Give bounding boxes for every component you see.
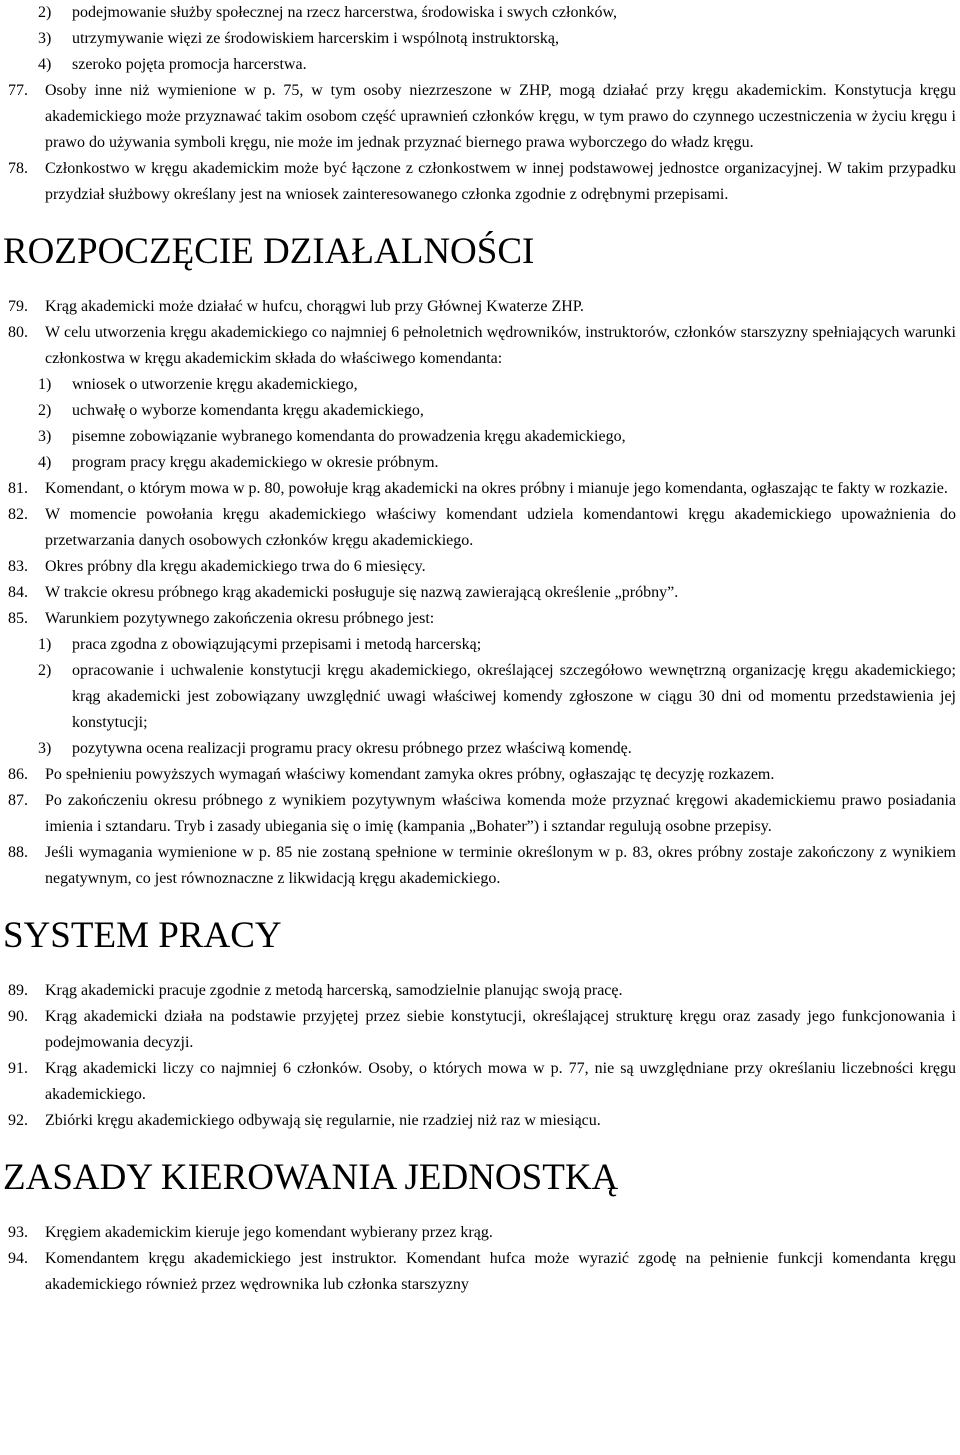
item-text: Zbiórki kręgu akademickiego odbywają się regularnie, nie rzadziej niż raz w miesiącu. — [45, 1112, 601, 1129]
numbered-paragraph — [0, 476, 960, 502]
numbered-paragraph — [0, 580, 960, 606]
item-number: 91. — [8, 1060, 28, 1077]
item-text: utrzymywanie więzi ze środowiskiem harcerskim i wspólnotą instruktorską, — [72, 30, 559, 47]
item-text: pozytywna ocena realizacji programu pracy okresu próbnego przez właściwą komendę. — [72, 740, 632, 757]
list-subitem — [0, 632, 960, 658]
item-text: wniosek o utworzenie kręgu akademickiego, — [72, 376, 358, 393]
numbered-paragraph — [0, 294, 960, 320]
item-text: Po spełnieniu powyższych wymagań właściwy komendant zamyka okres próbny, ogłaszając tę decyzję rozkazem. — [45, 766, 775, 783]
numbered-paragraph — [0, 320, 960, 372]
item-text: Kręgiem akademickim kieruje jego komendant wybierany przez krąg. — [45, 1224, 493, 1241]
item-text: Krąg akademicki może działać w hufcu, chorągwi lub przy Głównej Kwaterze ZHP. — [45, 298, 584, 315]
section-gap — [0, 1200, 960, 1220]
item-text: W trakcie okresu próbnego krąg akademicki posługuje się nazwą zawierającą określenie „próbny”. — [45, 584, 679, 601]
numbered-paragraph — [0, 1108, 960, 1134]
item-text: Jeśli wymagania wymienione w p. 85 nie zostaną spełnione w terminie określonym w p. 83, okres próbny zostaje zakończony z wynikiem negatywnym, co jest równoznaczne z likwidacją kręgu akademickiego. — [45, 844, 956, 887]
item-number: 88. — [8, 844, 28, 861]
numbered-paragraph — [0, 788, 960, 840]
item-text: Komendant, o którym mowa w p. 80, powołuje krąg akademicki na okres próbny i mianuje jego komendanta, ogłaszając te fakty w rozkazie. — [45, 480, 948, 497]
numbered-paragraph — [0, 840, 960, 892]
list-subitem — [0, 424, 960, 450]
item-text: szeroko pojęta promocja harcerstwa. — [72, 56, 307, 73]
item-number: 2) — [38, 662, 52, 679]
item-text: opracowanie i uchwalenie konstytucji kręgu akademickiego, określającej szczegółowo wewnętrzną organizację kręgu akademickiego; krąg akademicki jest zobowiązany uwzględnić uwagi właściwej komendy zgłoszone w ciągu 30 dni od momentu przedstawienia jej konstytucji; — [72, 662, 956, 731]
item-number: 90. — [8, 1008, 28, 1025]
numbered-paragraph — [0, 1056, 960, 1108]
item-number: 92. — [8, 1112, 28, 1129]
item-text: Osoby inne niż wymienione w p. 75, w tym osoby niezrzeszone w ZHP, mogą działać przy kręgu akademickim. Konstytucja kręgu akademickiego może przyznawać takim osobom część uprawnień członków kręgu, w tym prawo do czynnego uczestniczenia w życiu kręgu i prawo do używania symboli kręgu, nie może im jednak przyznać biernego prawa wyborczego do władz kręgu. — [45, 82, 956, 151]
item-number: 83. — [8, 558, 28, 575]
numbered-paragraph — [0, 554, 960, 580]
section-heading: SYSTEM PRACY — [3, 915, 282, 956]
list-subitem — [0, 450, 960, 476]
numbered-paragraph — [0, 1246, 960, 1298]
item-text: uchwałę o wyborze komendanta kręgu akademickiego, — [72, 402, 424, 419]
item-number: 85. — [8, 610, 28, 627]
item-text: podejmowanie służby społecznej na rzecz harcerstwa, środowiska i swych członków, — [72, 4, 617, 21]
item-text: Warunkiem pozytywnego zakończenia okresu próbnego jest: — [45, 610, 435, 627]
item-text: W momencie powołania kręgu akademickiego właściwy komendant udziela komendantowi kręgu akademickiego upoważnienia do przetwarzania danych osobowych członków kręgu akademickiego. — [45, 506, 956, 549]
section-gap — [0, 892, 960, 914]
item-text: Członkostwo w kręgu akademickim może być łączone z członkostwem w innej podstawowej jednostce organizacyjnej. W takim przypadku przydział służbowy określany jest na wniosek zainteresowanego członka zgodnie z odrębnymi przepisami. — [45, 160, 956, 203]
item-number: 87. — [8, 792, 28, 809]
item-text: program pracy kręgu akademickiego w okresie próbnym. — [72, 454, 439, 471]
numbered-paragraph — [0, 762, 960, 788]
item-number: 89. — [8, 982, 28, 999]
item-number: 1) — [38, 376, 52, 393]
numbered-paragraph — [0, 502, 960, 554]
list-subitem — [0, 52, 960, 78]
item-number: 4) — [38, 56, 52, 73]
item-number: 3) — [38, 740, 52, 757]
item-number: 1) — [38, 636, 52, 653]
list-subitem — [0, 658, 960, 736]
item-number: 82. — [8, 506, 28, 523]
item-text: pisemne zobowiązanie wybranego komendanta do prowadzenia kręgu akademickiego, — [72, 428, 626, 445]
item-text: Komendantem kręgu akademickiego jest instruktor. Komendant hufca może wyrazić zgodę na pełnienie funkcji komendanta kręgu akademickiego również przez wędrownika lub członka starszyzny — [45, 1250, 956, 1293]
section-heading: ROZPOCZĘCIE DZIAŁALNOŚCI — [3, 231, 535, 272]
item-text: Krąg akademicki liczy co najmniej 6 członków. Osoby, o których mowa w p. 77, nie są uwzględniane przy określaniu liczebności kręgu akademickiego. — [45, 1060, 956, 1103]
item-number: 77. — [8, 82, 28, 99]
section-heading: ZASADY KIEROWANIA JEDNOSTKĄ — [3, 1157, 619, 1198]
item-number: 2) — [38, 402, 52, 419]
item-number: 86. — [8, 766, 28, 783]
item-text: W celu utworzenia kręgu akademickiego co najmniej 6 pełnoletnich wędrowników, instruktorów, członków starszyzny spełniających warunki członkostwa w kręgu akademickim składa do właściwego komendanta: — [45, 324, 956, 367]
item-number: 78. — [8, 160, 28, 177]
numbered-paragraph — [0, 1004, 960, 1056]
list-subitem — [0, 736, 960, 762]
item-number: 79. — [8, 298, 28, 315]
section-gap — [0, 958, 960, 978]
section-gap — [0, 1134, 960, 1156]
item-number: 2) — [38, 4, 52, 21]
item-number: 80. — [8, 324, 28, 341]
item-text: praca zgodna z obowiązującymi przepisami i metodą harcerską; — [72, 636, 482, 653]
item-number: 81. — [8, 480, 28, 497]
item-number: 84. — [8, 584, 28, 601]
list-subitem — [0, 26, 960, 52]
numbered-paragraph — [0, 978, 960, 1004]
list-subitem — [0, 0, 960, 26]
section-gap — [0, 208, 960, 230]
numbered-paragraph — [0, 1220, 960, 1246]
numbered-paragraph — [0, 606, 960, 632]
item-number: 93. — [8, 1224, 28, 1241]
numbered-paragraph — [0, 78, 960, 156]
numbered-paragraph — [0, 156, 960, 208]
item-text: Krąg akademicki działa na podstawie przyjętej przez siebie konstytucji, określającej strukturę kręgu oraz zasady jego funkcjonowania i podejmowania decyzji. — [45, 1008, 956, 1051]
item-text: Krąg akademicki pracuje zgodnie z metodą harcerską, samodzielnie planując swoją pracę. — [45, 982, 623, 999]
item-number: 3) — [38, 30, 52, 47]
item-text: Okres próbny dla kręgu akademickiego trwa do 6 miesięcy. — [45, 558, 426, 575]
item-text: Po zakończeniu okresu próbnego z wynikiem pozytywnym właściwa komenda może przyznać kręgowi akademickiemu prawo posiadania imienia i sztandaru. Tryb i zasady ubiegania się o imię (kampania „Bohater”) i sztandar regulują osobne przepisy. — [45, 792, 956, 835]
item-number: 4) — [38, 454, 52, 471]
section-gap — [0, 274, 960, 294]
list-subitem — [0, 372, 960, 398]
list-subitem — [0, 398, 960, 424]
item-number: 94. — [8, 1250, 28, 1267]
item-number: 3) — [38, 428, 52, 445]
